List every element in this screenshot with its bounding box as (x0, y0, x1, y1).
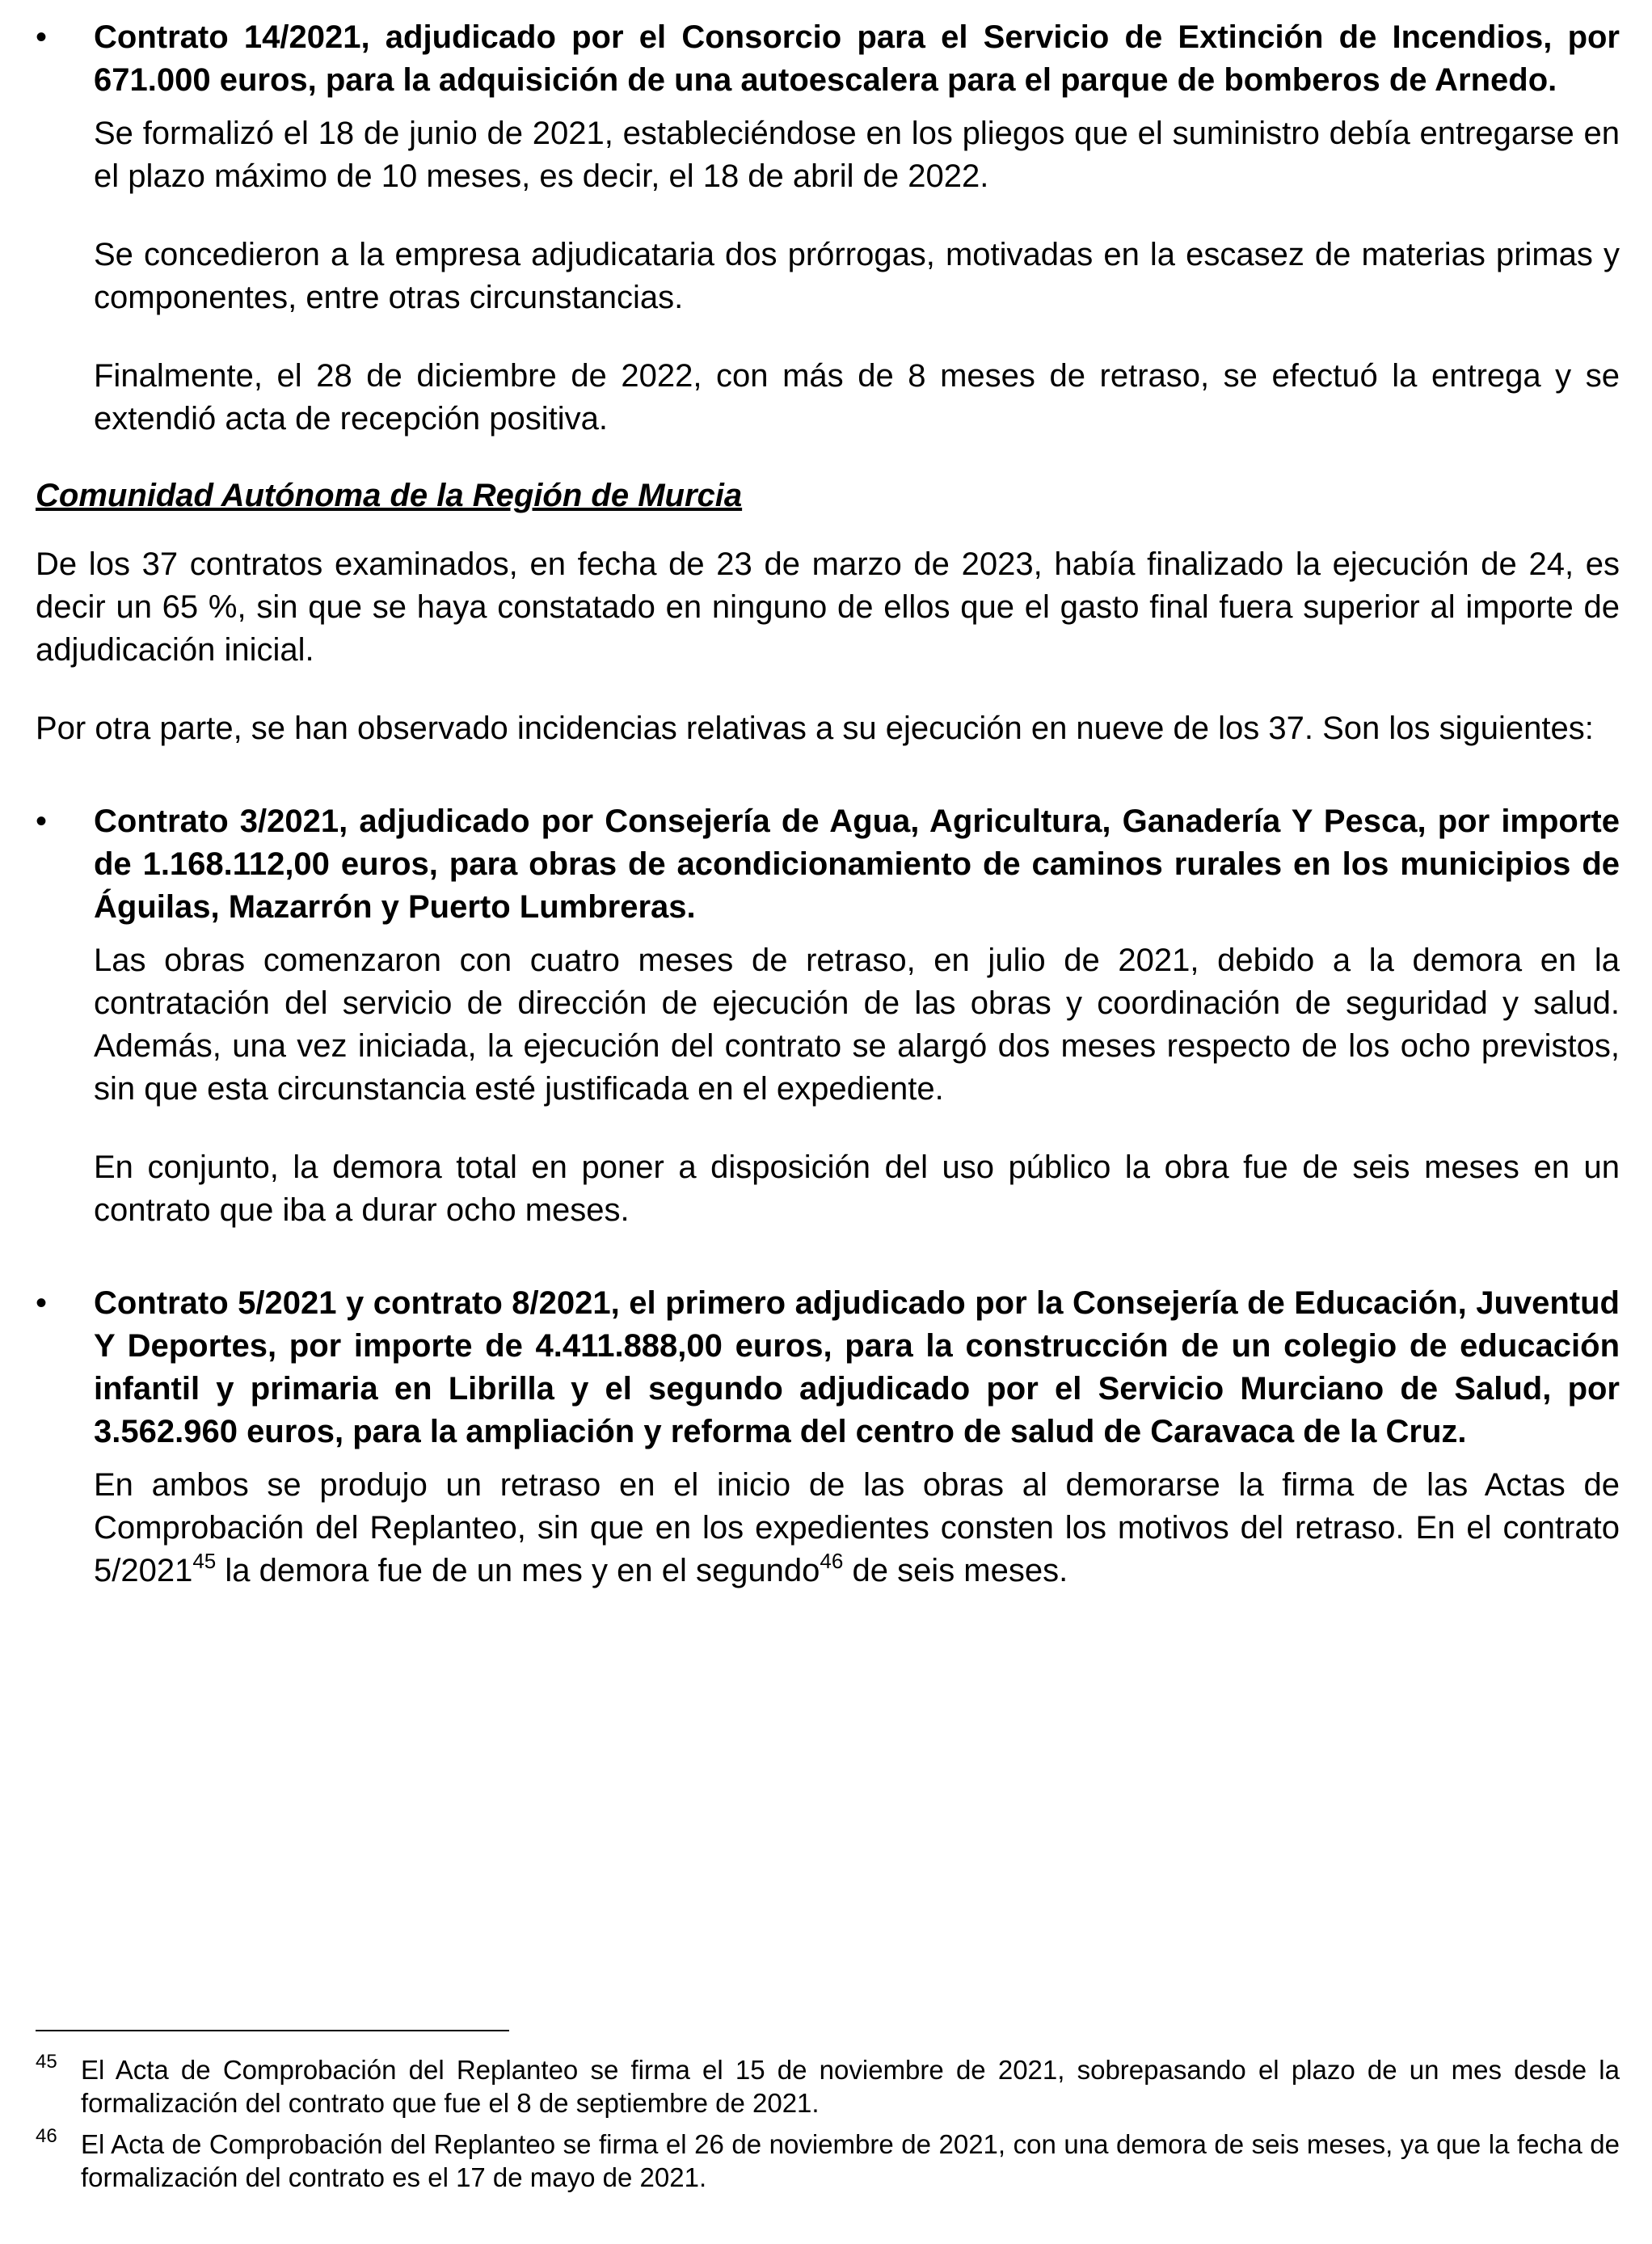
footnote-ref-45[interactable]: 45 (192, 1549, 217, 1573)
paragraph-text: de seis meses. (843, 1553, 1068, 1588)
footnote-46 (36, 2125, 1620, 2194)
footnote-ref-46[interactable]: 46 (820, 1549, 844, 1573)
footnote-divider (36, 2030, 509, 2031)
footnote-number: 46 (36, 2125, 57, 2147)
footnote-45 (36, 2053, 1620, 2120)
item-title: Contrato 14/2021, adjudicado por el Consorcio para el Servicio de Extinción de Incendios, por 671.000 euros, para la adquisición de una autoescalera para el parque de bomberos de Arnedo. (94, 19, 1620, 98)
list-item-contrato-3-2021 (36, 800, 1620, 1232)
paragraph: Las obras comenzaron con cuatro meses de retraso, en julio de 2021, debido a la demora en la contratación del servicio de dirección de ejecución de las obras y coordinación de seguridad y salud. Además, una vez iniciada, la ejecución del contrato se alargó dos meses respecto de los ocho previstos, sin que esta circunstancia esté justificada en el expediente. (94, 943, 1620, 1107)
paragraph-text: la demora fue de un mes y en el segundo (216, 1553, 820, 1588)
paragraph-text: En ambos se produjo un retraso en el inicio de las obras al demorarse la firma de las Actas de Comprobación del Replanteo, sin que en los expedientes consten los motivos del retraso. En el contrato 5/2021 (94, 1467, 1620, 1588)
section-heading: Comunidad Autónoma de la Región de Murcia (36, 478, 743, 513)
paragraph: Se formalizó el 18 de junio de 2021, estableciéndose en los pliegos que el suministro debía entregarse en el plazo máximo de 10 meses, es decir, el 18 de abril de 2022. (94, 116, 1620, 194)
footnote-text: El Acta de Comprobación del Replanteo se firma el 26 de noviembre de 2021, con una demora de seis meses, ya que la fecha de formalización del contrato es el 17 de mayo de 2021. (81, 2129, 1620, 2192)
list-item-contrato-5-8-2021 (36, 1282, 1620, 1592)
paragraph (94, 1464, 1620, 1592)
paragraph: Finalmente, el 28 de diciembre de 2022, con más de 8 meses de retraso, se efectuó la entrega y se extendió acta de recepción positiva. (94, 358, 1620, 437)
item-title: Contrato 3/2021, adjudicado por Consejería de Agua, Agricultura, Ganadería Y Pesca, por importe de 1.168.112,00 euros, para obras de acondicionamiento de caminos rurales en los municipios de Águilas, Mazarrón y Puerto Lumbreras. (94, 804, 1620, 925)
bullet-icon: • (36, 19, 48, 55)
bullet-icon: • (36, 1285, 48, 1321)
footnotes (36, 2053, 1620, 2194)
paragraph: En conjunto, la demora total en poner a disposición del uso público la obra fue de seis meses en un contrato que iba a durar ocho meses. (94, 1149, 1620, 1228)
bullet-icon: • (36, 804, 48, 839)
item-title: Contrato 5/2021 y contrato 8/2021, el primero adjudicado por la Consejería de Educación, Juventud Y Deportes, por importe de 4.411.888,00 euros, para la construcción de un colegio de educación infantil y primaria en Librilla y el segundo adjudicado por el Servicio Murciano de Salud, por 3.562.960 euros, para la ampliación y reforma del centro de salud de Caravaca de la Cruz. (94, 1285, 1620, 1449)
list-item-contrato-14-2021 (36, 16, 1620, 441)
paragraph: Se concedieron a la empresa adjudicataria dos prórrogas, motivadas en la escasez de materias primas y componentes, entre otras circunstancias. (94, 237, 1620, 315)
document-body (36, 16, 1620, 1592)
paragraph: Por otra parte, se han observado incidencias relativas a su ejecución en nueve de los 37. Son los siguientes: (36, 711, 1594, 746)
paragraph: De los 37 contratos examinados, en fecha de 23 de marzo de 2023, había finalizado la ejecución de 24, es decir un 65 %, sin que se haya constatado en ninguno de ellos que el gasto final fuera superior al importe de adjudicación inicial. (36, 546, 1620, 668)
footnote-number: 45 (36, 2051, 57, 2073)
footnote-text: El Acta de Comprobación del Replanteo se firma el 15 de noviembre de 2021, sobrepasando el plazo de un mes desde la formalización del contrato que fue el 8 de septiembre de 2021. (81, 2055, 1620, 2118)
